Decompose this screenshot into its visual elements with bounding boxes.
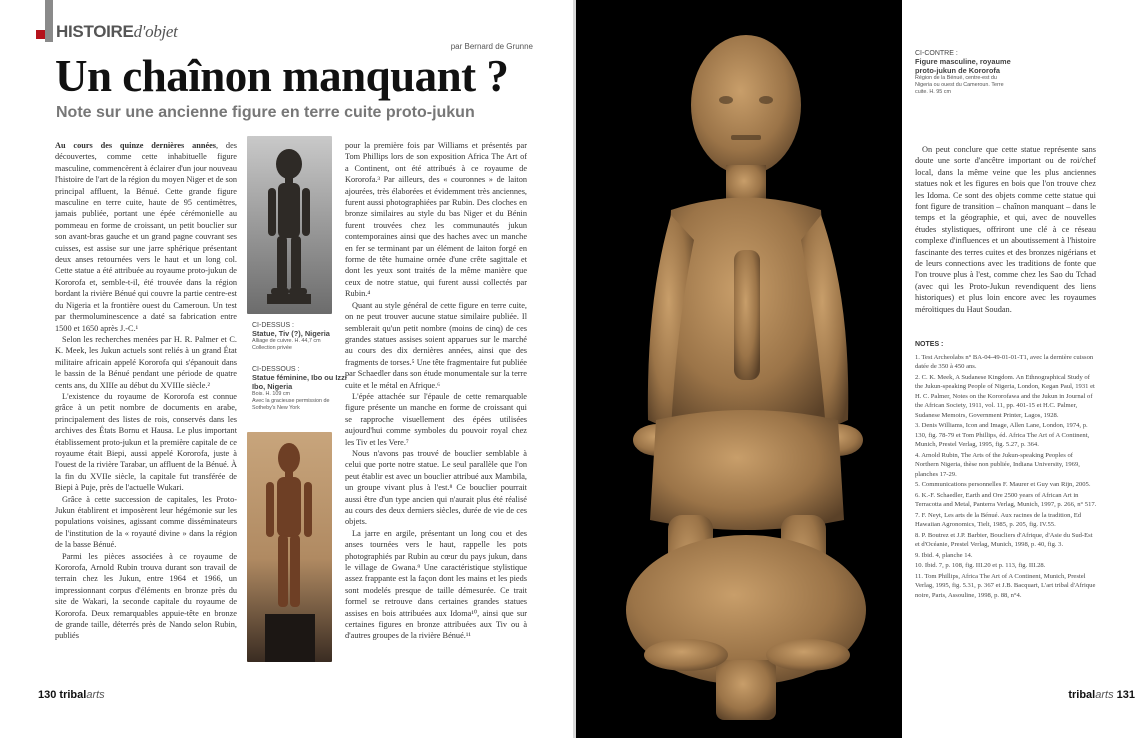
article-title: Un chaînon manquant ? bbox=[55, 51, 509, 101]
caption-top bbox=[252, 322, 342, 352]
paragraph: pour la première fois par Williams et présentés par Tom Phillips lors de son exposition Africa The Art of a Continent, ont été attribués à ce royaume de Kororofa.³ Par ailleurs, des « couronnes » de laiton ajourées, très élaborées et évidemment très anciennes, furent aussi photographiées par Rubin. Des cloches en bronze similaires au style du bas Niger et du Bénin furent trouvées chez les communautés jukun contemporaines ainsi que des haches avec un manche en fer se terminant par un élément de laiton forgé en forme de tête humaine ornée d'une crête sagittale et dont les yeux sont traités de la même manière que ceux de notre statue, qui furent aussi collectés par Rubin.⁴ bbox=[345, 141, 527, 299]
folio-left bbox=[38, 689, 105, 701]
caption-middle bbox=[252, 366, 347, 411]
caption-title: Figure masculine, royaume proto-jukun de Kororofa bbox=[915, 57, 1011, 75]
paragraph: Parmi les pièces associées à ce royaume de Kororofa, Arnold Rubin trouva durant son travail de terrain chez les Jukun, entre 1964 et 1966, un impressionnant corpus d'éléments en bronze près du site de Wakari, la seconde capitale du royaume de Kororofa. Deux remarquables appuie-tête en bronze de grande taille, déterrés près de Nando selon Rubin, publiés bbox=[55, 551, 237, 641]
notes-list bbox=[915, 353, 1098, 601]
text-column-1 bbox=[55, 140, 237, 688]
paragraph-text: , des découvertes, comme cette inhabituelle figure masculine, commencèrent à éclairer d'un jour nouveau l'histoire de l'art de la région du moyen Niger et de son principal affluent, la Bénué. Cette grande figure masculine en terre cuite, haute de 95 centimètres, jamais publiée, portant une épée cérémonielle au pommeau en forme de croissant, un petit bouclier sur son avant-bras gauche et un grand pagne couvrant ses cuisses, est assise sur une jarre sphérique présentant deux anses retournées vers le haut et un long col. Cette statue a été attribuée au royaume proto-jukun de Kororofa et, semble-t-il, été trouvée dans la région bordant la rivière Bénué qui couvre la partie centre-est du Nigeria et la frontière ouest du Cameroun. Un test par thermoluminescence a daté sa fabrication entre 1500 et 1650 après J.-C.¹ bbox=[55, 141, 237, 333]
lead-in: Au cours des quinze dernières années bbox=[55, 141, 217, 150]
caption-details: Bois. H. 109 cm Avec la gracieuse permission de Sotheby's New York bbox=[252, 391, 330, 411]
caption-label: CI-DESSUS : bbox=[252, 322, 295, 329]
note-item: 9. Ibid. 4, planche 14. bbox=[915, 551, 973, 559]
paragraph: Grâce à cette succession de capitales, les Proto-Jukun établirent et imposèrent leur hégémonie sur les populations voisines, agissant comme disséminateurs de l'institution de la « royauté divine » dans la région de la basse Bénué. bbox=[55, 494, 237, 550]
note-item: 2. C. K. Meek, A Sudanese Kingdom. An Ethnographical Study of the Jukun-speaking People of Nigeria, London, Kegan Paul, 1931 et H. C. Palmer, Notes on the Kororofawa and the Jukun in Journal of the African Society, 1911, vol. 11, pp. 401-15 et H.C. Palmer, Sudanese Memoirs, Government Printer, Lagos, 1928. bbox=[915, 373, 1095, 419]
notes-heading: NOTES : bbox=[915, 341, 944, 348]
paragraph: Selon les recherches menées par H. R. Palmer et C. K. Meek, les Jukun actuels sont reliés à un grand État militaire africain appelé Kororofa qui s'épanouit dans le bassin de la Bénué pendant une période de quatre cents ans, du XIIIe au début du XVIIIe siècle.² bbox=[55, 334, 237, 390]
page-number: 130 bbox=[38, 689, 57, 701]
paragraph: Quant au style général de cette figure en terre cuite, on ne peut trouver aucune statue similaire publiée. Il semblerait qu'un petit nombre (moins de cinq) de ces grandes statues assises soient apparues sur le marché au cours des dix dernières années, ainsi que des fragments de torses.⁵ Une tête fragmentaire fut publiée par Schaedler dans son étude monumentale sur la terre cuite et le métal en Afrique.⁶ bbox=[345, 300, 527, 390]
brand-tribal: tribal bbox=[59, 689, 87, 701]
note-item: 8. P. Boutrez et J.P. Barbier, Boucliers d'Afrique, d'Asie du Sud-Est et d'Océanie, Prestel Verlag, Munich, 1998, p. 40, fig. 3. bbox=[915, 531, 1093, 548]
page-number: 131 bbox=[1116, 689, 1135, 701]
brand-arts: arts bbox=[1095, 689, 1114, 701]
caption-label: CI-DESSOUS : bbox=[252, 366, 300, 373]
paragraph: L'existence du royaume de Kororofa est connue grâce à un petit nombre de documents en arabe, principalement des listes de rois, conservés dans les archives des États Bornu et Hausa. Le plus important établissement proto-jukun et la première capitale de ce royaume était Biepi, aussi appelé Kororofa, juste à l'ouest de la rivière Tarabar, un affluent de la Bénué. À la fin du XVIIe siècle, la capitale fut transférée de Biepi à Puje, près de l'actuelle Wukari. bbox=[55, 391, 237, 493]
right-page bbox=[576, 0, 1147, 738]
photo-bronze-statue bbox=[247, 136, 332, 314]
paragraph: L'épée attachée sur l'épaule de cette remarquable figure présente un manche en forme de croissant qui se rapproche visuellement des épées utilisées aujourd'hui comme symboles du pouvoir royal chez les Tiv et les Vere.⁷ bbox=[345, 391, 527, 447]
note-item: 7. F. Neyt, Les arts de la Bénué. Aux racines de la tradition, Ed Hawaiian Agronomics, Tielt, 1985, p. 205, fig. IV.55. bbox=[915, 511, 1082, 528]
caption-label: CI-CONTRE : bbox=[915, 50, 958, 57]
article-subtitle: Note sur une ancienne figure en terre cuite proto-jukun bbox=[56, 104, 475, 121]
paragraph bbox=[55, 140, 237, 334]
left-page bbox=[0, 0, 573, 738]
note-item: 5. Communications personnelles F. Maurer et Guy van Rijn, 2005. bbox=[915, 481, 1091, 488]
paragraph: Nous n'avons pas trouvé de bouclier semblable à celui que porte notre statue. Le seul parallèle que l'on peut établir est avec un bouclier attribué aux Mambila, un groupe vivant plus à l'est.⁸ Ce bouclier pourrait aussi être d'un type ancien qui n'aurait plus été réalisé au cours des deux derniers siècles, durée de vie de ces objets. bbox=[345, 448, 527, 527]
caption-details: Alliage de cuivre. H. 44,7 cm Collection privée bbox=[252, 338, 321, 351]
notes-section bbox=[915, 340, 1098, 685]
photo-terracotta-figure bbox=[576, 0, 902, 738]
rubric-bar bbox=[45, 0, 53, 42]
photo-wooden-figure bbox=[247, 432, 332, 662]
brand-tribal: tribal bbox=[1068, 689, 1096, 701]
text-column-right bbox=[915, 144, 1096, 315]
folio-right bbox=[1068, 689, 1135, 701]
brand-arts: arts bbox=[86, 689, 105, 701]
note-item: 3. Denis Williams, Icon and Image, Allen Lane, London, 1974, p. 130, fig. 78-79 et Tom Phillips, éd. Africa The Art of A Continent, Munich, Prestel Verlag, 1995, fig. 5.27, p. 364. bbox=[915, 422, 1090, 448]
text-column-3 bbox=[345, 140, 527, 688]
note-item: 1. Test Archeolabs n° BA-04-49-01-01-T1, avec la dernière cuisson datée de 350 à 450 ans. bbox=[915, 353, 1094, 370]
note-item: 11. Tom Phillips, Africa The Art of A Continent, Munich, Prestel Verlag, 1995, fig. 5.31, p. 367 et J.B. Bacquart, L'art tribal d'Afrique noire, Paris, Assouline, 1998, p. 88, n°4. bbox=[915, 572, 1096, 599]
note-item: 6. K.-F. Schaedler, Earth and Ore 2500 years of African Art in Terracotta and Metal, Panterra Verlag, Munich, 1997, p. 266, n° 517. bbox=[915, 491, 1097, 508]
rubric-sub: d'objet bbox=[133, 22, 178, 41]
caption-title: Statue féminine, Ibo ou Izzi Ibo, Nigeria bbox=[252, 373, 347, 391]
paragraph: On peut conclure que cette statue représente sans doute une sorte d'ancêtre important ou de roi/chef local, dans la même veine que les plus anciennes statues nok et les figures en bois que l'on trouve chez les Idoma. Ce sont des objets comme cette statue qui font figure de transition – chaînon manquant – dans le temps et la géographie, et qui, avec de nouvelles études stylistiques, offriront une clé à ce réseau complexe d'influences et un aboutissement à l'histoire fascinante des terres cuites et des bronzes nigérians et de leurs connections avec les traditions de fonte que l'on trouve plus à l'est, comme chez les Sao du Tchad (avec qui les Proto-Jukun revendiquent des liens historiques) et plus loin encore avec les royaumes méroïtiques du Haut Soudan. bbox=[915, 145, 1096, 314]
note-item: 10. Ibid. 7, p. 108, fig. III.20 et p. 113, fig. III.28. bbox=[915, 562, 1046, 569]
caption-details: Région de la Bénué, centre-est du Nigeria ou ouest du Cameroun. Terre cuite. H. 95 cm bbox=[915, 75, 1004, 95]
note-item: 4. Arnold Rubin, The Arts of the Jukun-speaking Peoples of Northern Nigeria, thèse non publiée, Indiana University, 1969, planches 17-29. bbox=[915, 451, 1080, 478]
byline: par Bernard de Grunne bbox=[450, 42, 533, 51]
caption-right bbox=[915, 50, 1015, 95]
section-rubric bbox=[56, 22, 178, 42]
caption-title: Statue, Tiv (?), Nigeria bbox=[252, 329, 330, 338]
rubric-main: HISTOIRE bbox=[56, 22, 134, 41]
paragraph: La jarre en argile, présentant un long cou et des anses tournées vers le haut, rappelle les pots photographiés par Rubin au cœur du pays jukun, dans le village de Gwana.⁹ Une caractéristique stylistique assez frappante est la façon dont les mains et les pieds sont modelés presque de taille démesurée. Ce trait formel se retrouve dans certaines grandes statues assises en bois attribuées aux Idoma¹⁰, ainsi que sur certaines figures en bronze attribuées aux Tiv ou à d'autres groupes de la rivière Bénué.¹¹ bbox=[345, 528, 527, 641]
rubric-marker bbox=[36, 30, 45, 39]
